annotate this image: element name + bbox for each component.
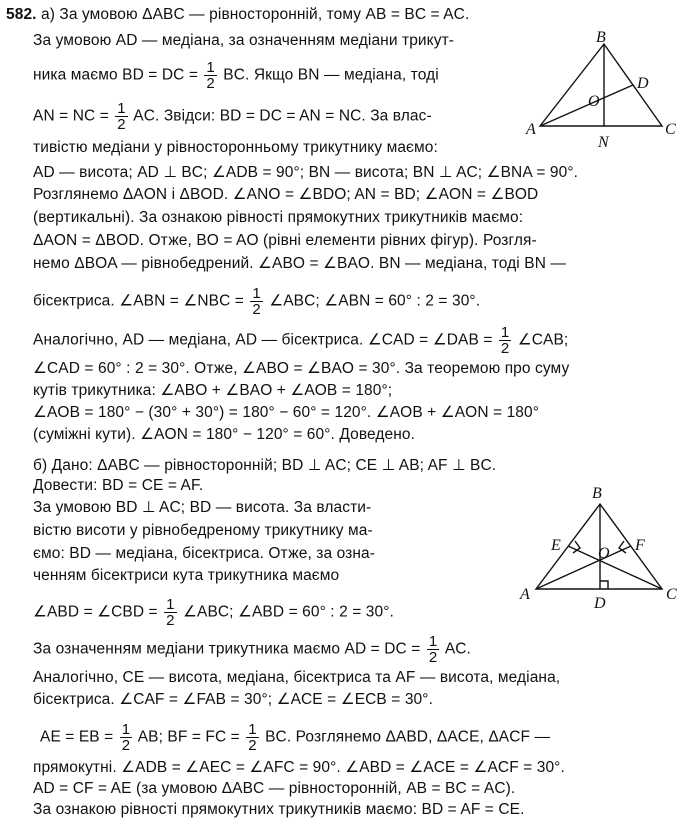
line-a12-part2: ∠ABC; ∠ABN = 60° : 2 = 30°.	[269, 292, 481, 310]
label-b: B	[592, 485, 602, 502]
line-b0: б) Дано: ΔABC — рівносторонній; BD ⊥ AC; CE ⊥ AB; AF ⊥ BC.	[33, 457, 497, 474]
label-a: A	[526, 121, 536, 138]
label-d: D	[637, 75, 649, 92]
line-a11: немо ΔBOA — рівнобедрений. ∠ABO = ∠BAO. BN — медіана, тоді BN —	[33, 255, 566, 272]
line-a17: кутів трикутника: ∠ABO + ∠BAO + ∠AOB = 180°;	[33, 382, 393, 399]
label-b: B	[596, 29, 606, 46]
problem-number: 582.	[6, 6, 37, 23]
label-a: A	[520, 586, 530, 603]
line-a2-part1: ника маємо BD = DC =	[33, 66, 198, 84]
line-a6: тивістю медіани у рівносторонньому трикутнику маємо:	[33, 139, 438, 156]
line-b12-part2: AB; BF = FC =	[137, 728, 240, 746]
line-b15: прямокутні. ∠ADB = ∠AEC = ∠AFC = 90°. ∠ABD = ∠ACE = ∠ACF = 30°.	[33, 759, 565, 776]
median-ad	[540, 85, 633, 126]
text-line	[40, 722, 550, 753]
line-a1: За умовою AD — медіана, за означенням медіани трикут-	[33, 32, 455, 49]
line-a2-part2: BC. Якщо BN — медіана, тоді	[223, 66, 439, 84]
line-a0: а) За умовою ΔABC — рівносторонній, тому AB = BC = AC.	[41, 6, 470, 23]
text-line	[33, 101, 432, 132]
line-b6-part1: ∠ABD = ∠CBD =	[33, 603, 158, 621]
right-angle-d	[600, 581, 608, 589]
fraction: $\frac{1}{2}$	[117, 100, 126, 133]
line-b4: ємо: BD — медіана, бісектриса. Отже, за озна-	[33, 545, 375, 562]
line-b1: Довести: BD = CE = AF.	[33, 477, 204, 494]
line-a19: (суміжні кути). ∠AON = 180° − 120° = 60°. Доведено.	[33, 426, 416, 443]
line-b12-part3: BC. Розглянемо ΔABD, ΔACE, ΔACF —	[265, 728, 551, 746]
fraction: $\frac{1}{2}$	[166, 596, 175, 629]
triangle-figure-1	[522, 28, 692, 148]
line-a14-part2: ∠CAB;	[517, 331, 569, 349]
label-c: C	[666, 586, 677, 603]
fraction: $\frac{1}{2}$	[121, 721, 131, 754]
text-line	[33, 60, 439, 91]
line-a3-part1: AN = NC =	[33, 107, 109, 125]
fraction: $\frac{1}{2}$	[500, 324, 510, 357]
label-o: O	[598, 545, 610, 562]
text-line	[33, 286, 480, 317]
line-a12-part1: бісектриса. ∠ABN = ∠NBC =	[33, 292, 244, 310]
label-e: E	[551, 537, 561, 554]
text-line	[6, 5, 469, 25]
line-b17: За ознакою рівності прямокутних трикутників маємо: BD = AF = CE.	[33, 801, 525, 818]
line-b10: Аналогічно, CE — висота, медіана, бісектриса та AF — висота, медіана,	[33, 669, 561, 686]
line-a10: ΔAON = ΔBOD. Отже, BO = AO (рівні елементи рівних фігур). Розгля-	[33, 232, 537, 249]
text-line	[33, 634, 471, 665]
line-a7: AD — висота; AD ⊥ BC; ∠ADB = 90°; BN — висота; BN ⊥ AC; ∠BNA = 90°.	[33, 164, 579, 181]
triangle-figure-2	[518, 482, 688, 612]
fraction: $\frac{1}{2}$	[248, 721, 257, 754]
fraction: $\frac{1}{2}$	[206, 59, 215, 92]
label-n: N	[598, 134, 609, 148]
label-f: F	[635, 537, 645, 554]
line-b5: ченням бісектриси кута трикутника маємо	[33, 567, 340, 584]
text-line	[33, 597, 394, 628]
label-d: D	[594, 595, 606, 612]
label-o: O	[588, 93, 600, 110]
line-b11: бісектриса. ∠CAF = ∠FAB = 30°; ∠ACE = ∠ECB = 30°.	[33, 691, 433, 708]
fraction: $\frac{1}{2}$	[252, 285, 261, 318]
fraction: $\frac{1}{2}$	[428, 633, 438, 666]
line-a8: Розглянемо ΔAON і ΔBOD. ∠ANO = ∠BDO; AN = BD; ∠AON = ∠BOD	[33, 186, 539, 203]
label-c: C	[665, 121, 676, 138]
line-b16: AD = CF = AE (за умовою ΔABC — рівносторонній, AB = BC = AC).	[33, 780, 516, 797]
line-a18: ∠AOB = 180° − (30° + 30°) = 180° − 60° = 120°. ∠AOB + ∠AON = 180°	[33, 404, 540, 421]
line-a9: (вертикальні). За ознакою рівності прямокутних трикутників маємо:	[33, 209, 524, 226]
line-a3-part2: AC. Звідси: BD = DC = AN = NC. За влас-	[133, 107, 432, 125]
line-b12-part1: AE = EB =	[40, 728, 114, 746]
line-a16: ∠CAD = 60° : 2 = 30°. Отже, ∠ABO = ∠BAO = 30°. За теоремою про суму	[33, 360, 570, 377]
line-a14-part1: Аналогічно, AD — медіана, AD — бісектриса. ∠CAD = ∠DAB =	[33, 331, 493, 349]
line-b3: вістю висоти у рівнобедреному трикутнику ма-	[33, 522, 373, 539]
line-b2: За умовою BD ⊥ AC; BD — висота. За власти-	[33, 499, 372, 516]
line-b6-part2: ∠ABC; ∠ABD = 60° : 2 = 30°.	[183, 603, 394, 621]
line-b8-part2: AC.	[444, 640, 471, 658]
text-line	[33, 325, 568, 356]
line-b8-part1: За означенням медіани трикутника маємо AD = DC =	[33, 640, 421, 658]
